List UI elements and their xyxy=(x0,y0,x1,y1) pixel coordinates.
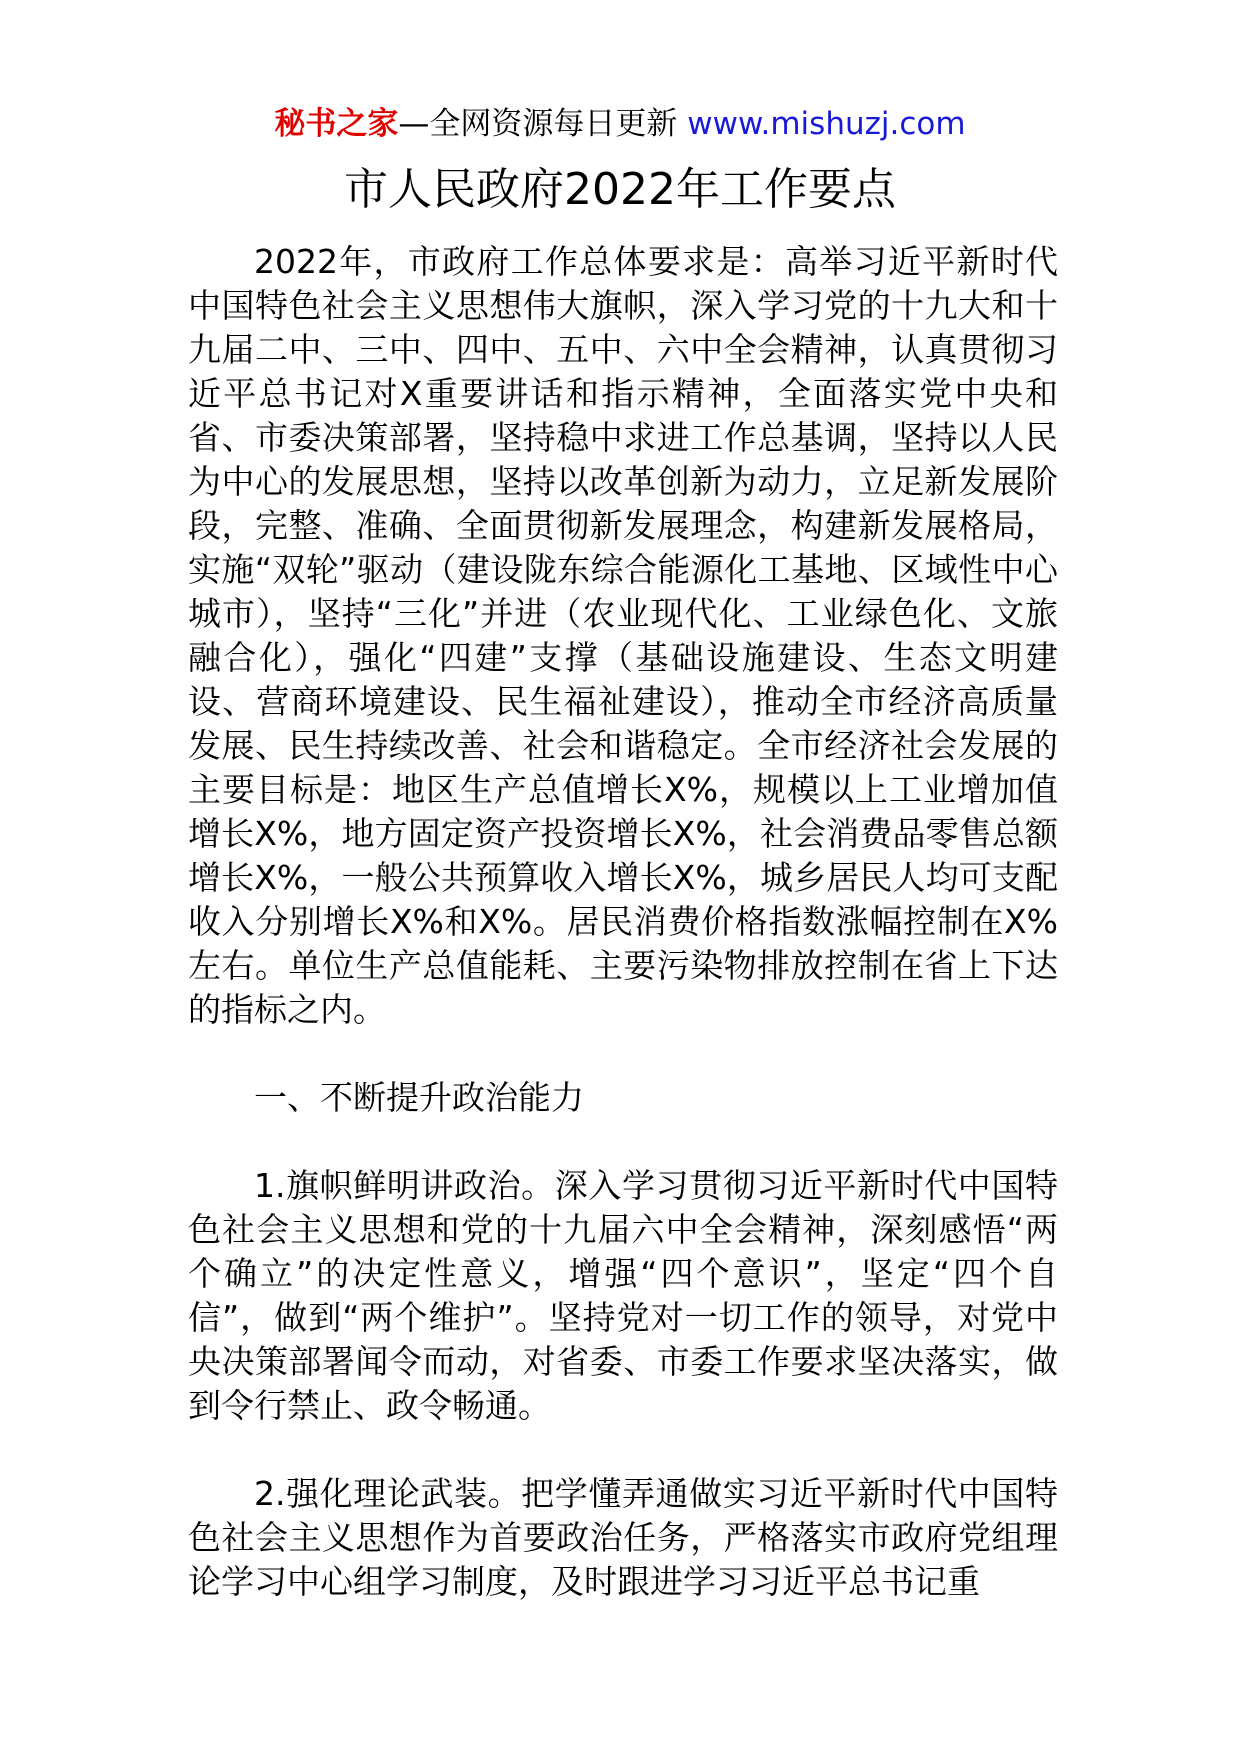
document-title: 市人民政府2022年工作要点 xyxy=(344,164,896,215)
website-link[interactable]: www.mishuzj.com xyxy=(687,106,966,142)
document-body xyxy=(188,240,1058,1604)
section-heading: 一、不断提升政治能力 xyxy=(254,1078,584,1117)
intro-paragraph: 2022年，市政府工作总体要求是：高举习近平新时代中国特色社会主义思想伟大旗帜，深入学习党的十九大和十九届二中、三中、四中、五中、六中全会精神，认真贯彻习近平总书记对X重要讲话和指示精神，全面落实党中央和省、市委决策部署，坚持稳中求进工作总基调，坚持以人民为中心的发展思想，坚持以改革创新为动力，立足新发展阶段，完整、准确、全面贯彻新发展理念，构建新发展格局，实施“双轮”驱动（建设陇东综合能源化工基地、区域性中心城市），坚持“三化”并进（农业现代化、工业绿色化、文旅融合化），强化“四建”支撑（基础设施建设、生态文明建设、营商环境建设、民生福祉建设），推动全市经济高质量发展、民生持续改善、社会和谐稳定。全市经济社会发展的主要目标是：地区生产总值增长X%，规模以上工业增加值增长X%，地方固定资产投资增长X%，社会消费品零售总额增长X%，一般公共预算收入增长X%，城乡居民人均可支配收入分别增长X%和X%。居民消费价格指数涨幅控制在X%左右。单位生产总值能耗、主要污染物排放控制在省上下达的指标之内。 xyxy=(188,242,1058,1029)
header-tagline: —全网资源每日更新 xyxy=(398,106,678,142)
source-header xyxy=(0,100,1240,148)
item-paragraph: 1.旗帜鲜明讲政治。深入学习贯彻习近平新时代中国特色社会主义思想和党的十九届六中全会精神，深刻感悟“两个确立”的决定性意义，增强“四个意识”，坚定“四个自信”，做到“两个维护”。坚持党对一切工作的领导，对党中央决策部署闻令而动，对省委、市委工作要求坚决落实，做到令行禁止、政令畅通。 xyxy=(188,1166,1058,1425)
brand-name: 秘书之家 xyxy=(274,106,399,142)
item-paragraph: 2.强化理论武装。把学懂弄通做实习近平新时代中国特色社会主义思想作为首要政治任务，严格落实市政府党组理论学习中心组学习制度，及时跟进学习习近平总书记重 xyxy=(188,1474,1058,1601)
